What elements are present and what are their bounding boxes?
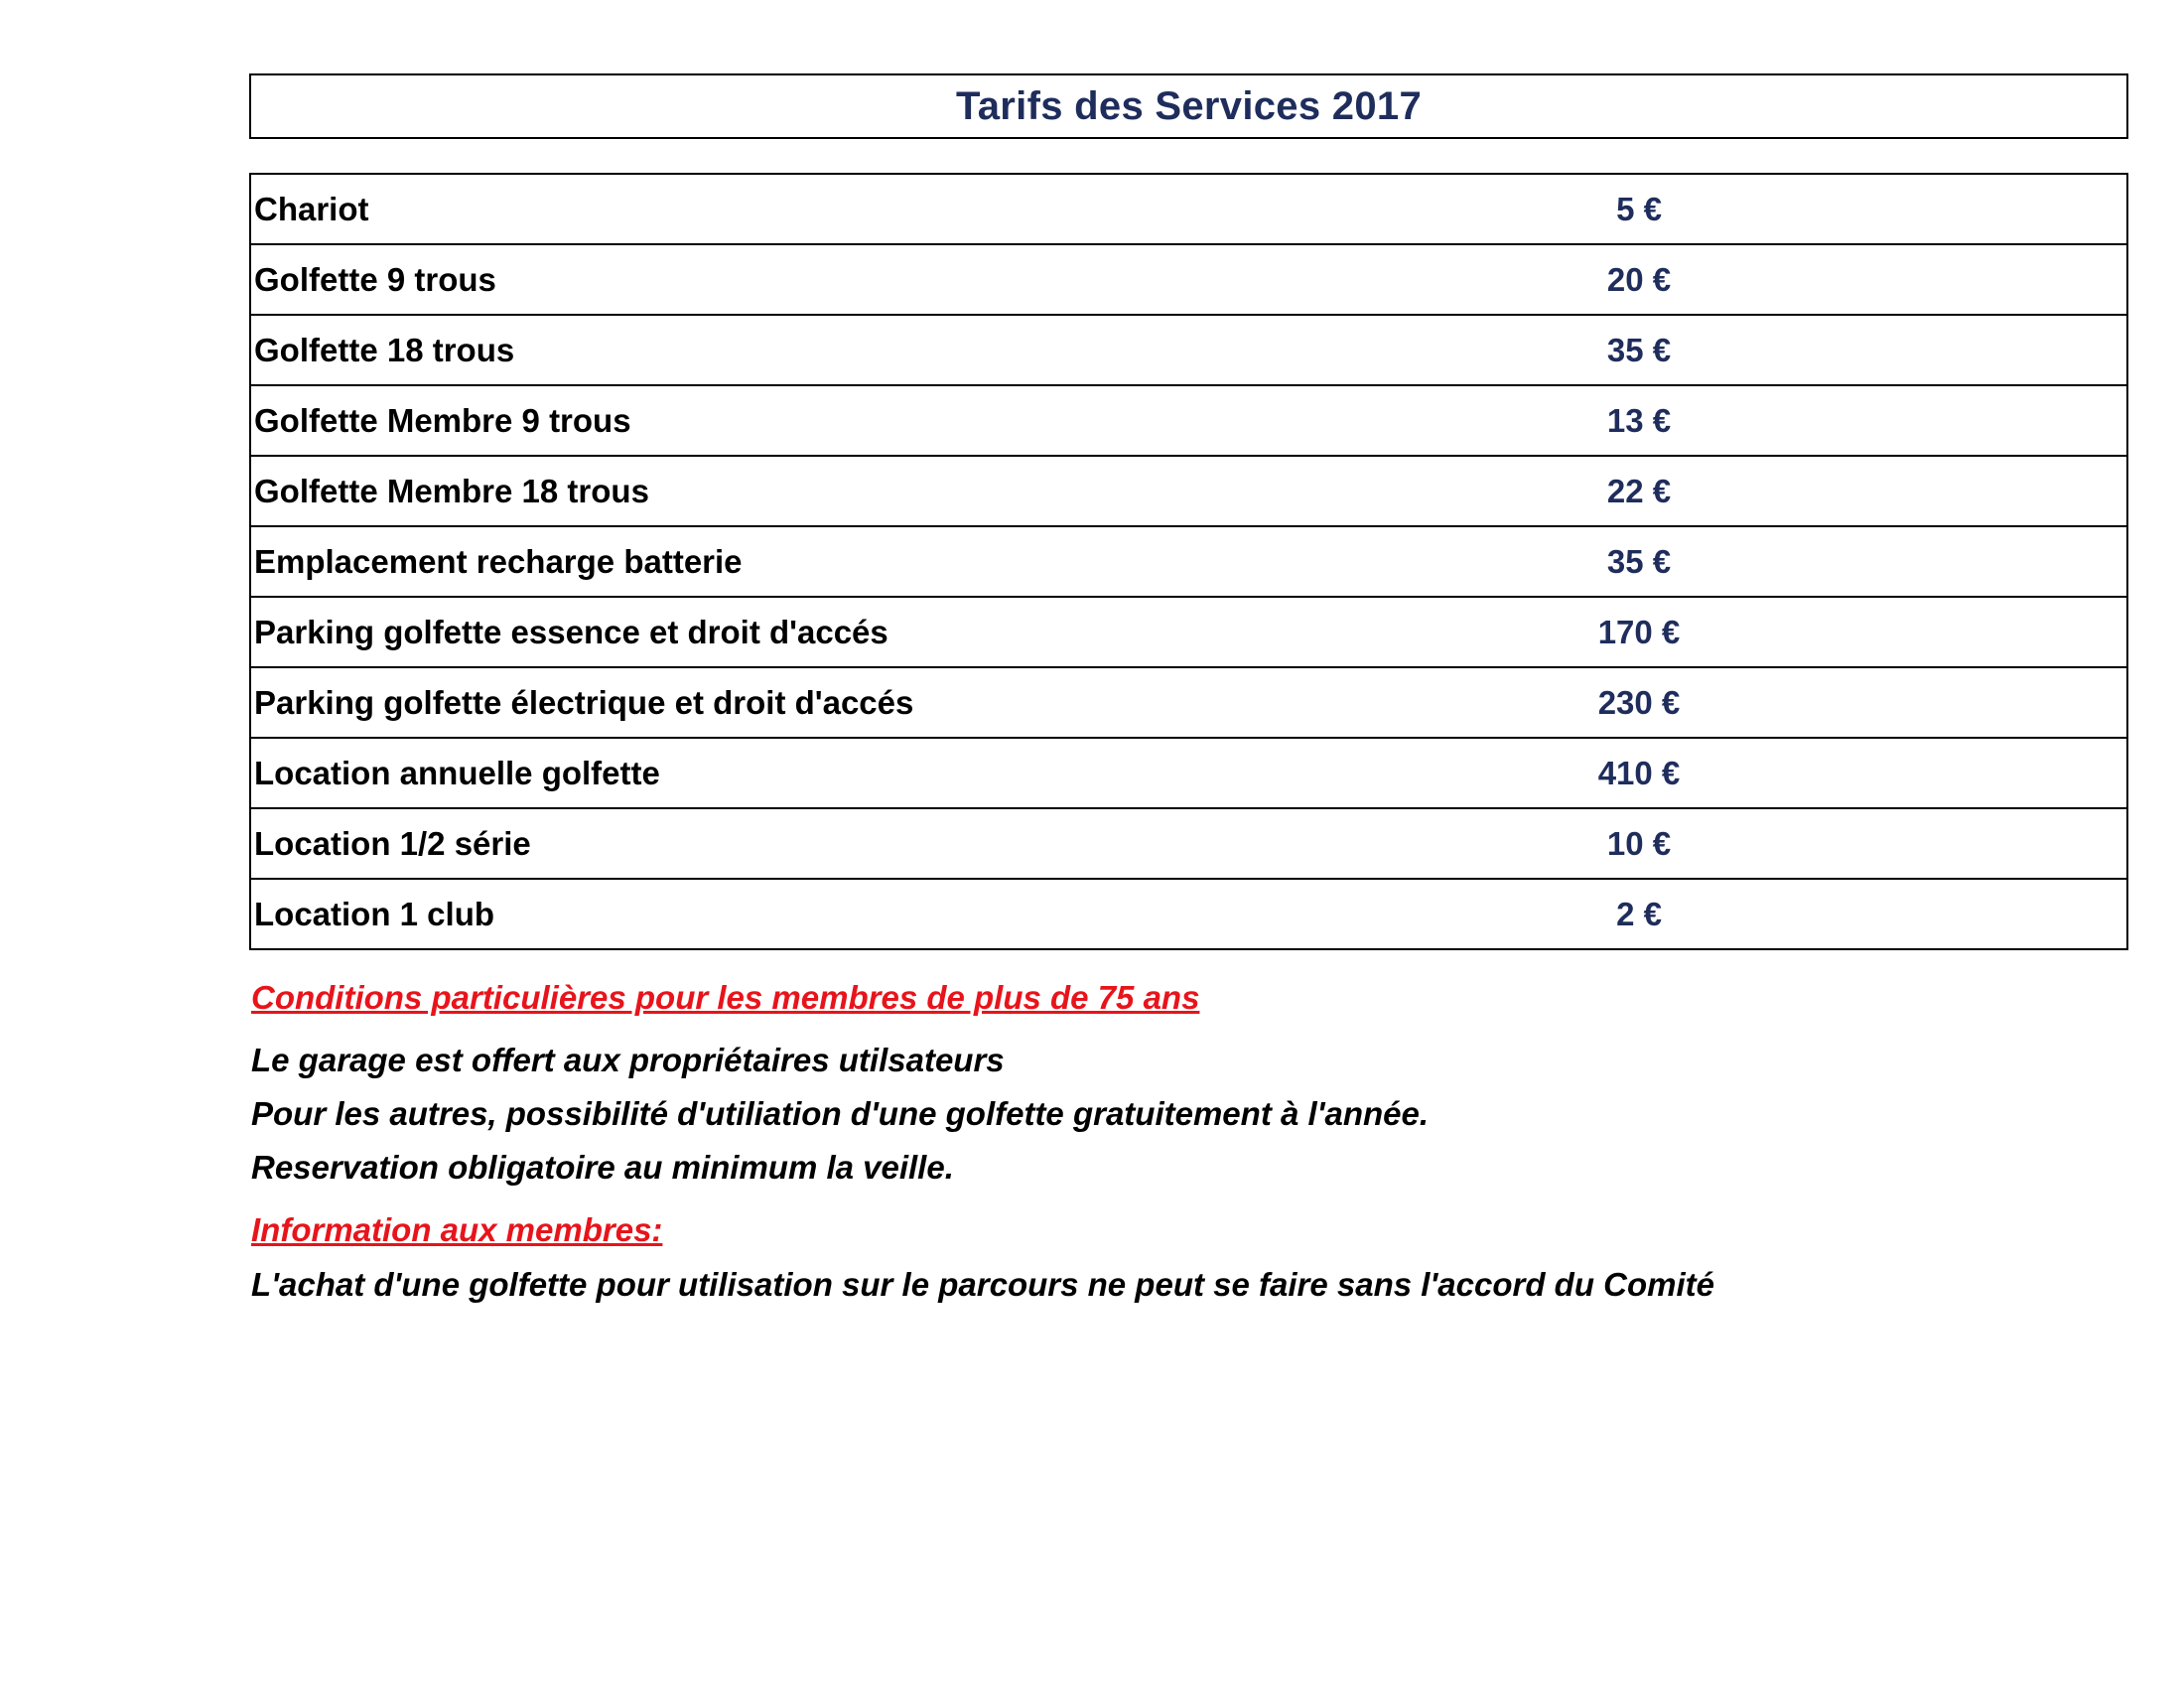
table-row: [250, 526, 2127, 597]
service-price: 170 €: [1597, 613, 1681, 650]
table-row: [250, 456, 2127, 526]
service-name: Golfette 18 trous: [250, 315, 1376, 385]
table-row: [250, 808, 2127, 879]
table-row: [250, 667, 2127, 738]
service-price-cell: [1376, 526, 2127, 597]
service-price: 20 €: [1606, 260, 1672, 298]
service-price: 410 €: [1597, 754, 1681, 791]
service-price-cell: [1376, 597, 2127, 667]
title-box: [249, 73, 2128, 139]
service-name: Parking golfette électrique et droit d'accés: [250, 667, 1376, 738]
service-price: 230 €: [1597, 683, 1681, 721]
service-price: 22 €: [1606, 472, 1672, 509]
table-row: [250, 879, 2127, 949]
conditions-line: Pour les autres, possibilité d'utiliation d'une golfette gratuitement à l'année.: [251, 1095, 1430, 1132]
service-name: Golfette Membre 18 trous: [250, 456, 1376, 526]
service-price-cell: [1376, 315, 2127, 385]
service-price-cell: [1376, 244, 2127, 315]
service-price: 5 €: [1616, 190, 1662, 227]
table-row: [250, 244, 2127, 315]
service-name: Emplacement recharge batterie: [250, 526, 1376, 597]
service-price: 13 €: [1606, 401, 1672, 439]
information-line: L'achat d'une golfette pour utilisation sur le parcours ne peut se faire sans l'accord du Comité: [251, 1266, 1714, 1303]
service-price: 35 €: [1606, 331, 1672, 368]
service-price-cell: [1376, 385, 2127, 456]
service-price-cell: [1376, 738, 2127, 808]
service-name: Location annuelle golfette: [250, 738, 1376, 808]
service-name: Location 1 club: [250, 879, 1376, 949]
service-price: 10 €: [1606, 824, 1672, 862]
service-price-cell: [1376, 456, 2127, 526]
service-name: Golfette 9 trous: [250, 244, 1376, 315]
service-name: Location 1/2 série: [250, 808, 1376, 879]
service-price-cell: [1376, 879, 2127, 949]
service-name: Parking golfette essence et droit d'accés: [250, 597, 1376, 667]
service-price-cell: [1376, 174, 2127, 244]
service-price: 2 €: [1616, 895, 1662, 932]
table-row: [250, 174, 2127, 244]
conditions-line: Reservation obligatoire au minimum la veille.: [251, 1149, 954, 1186]
service-price-cell: [1376, 667, 2127, 738]
table-row: [250, 597, 2127, 667]
conditions-line: Le garage est offert aux propriétaires utilsateurs: [251, 1042, 1005, 1078]
information-heading: Information aux membres:: [251, 1211, 663, 1248]
conditions-heading: Conditions particulières pour les membres de plus de 75 ans: [251, 979, 1200, 1016]
page-title: Tarifs des Services 2017: [956, 83, 1422, 128]
service-name: Chariot: [250, 174, 1376, 244]
services-price-table: [249, 173, 2128, 950]
table-row: [250, 738, 2127, 808]
service-price: 35 €: [1606, 542, 1672, 580]
service-price-cell: [1376, 808, 2127, 879]
table-row: [250, 385, 2127, 456]
table-row: [250, 315, 2127, 385]
service-name: Golfette Membre 9 trous: [250, 385, 1376, 456]
